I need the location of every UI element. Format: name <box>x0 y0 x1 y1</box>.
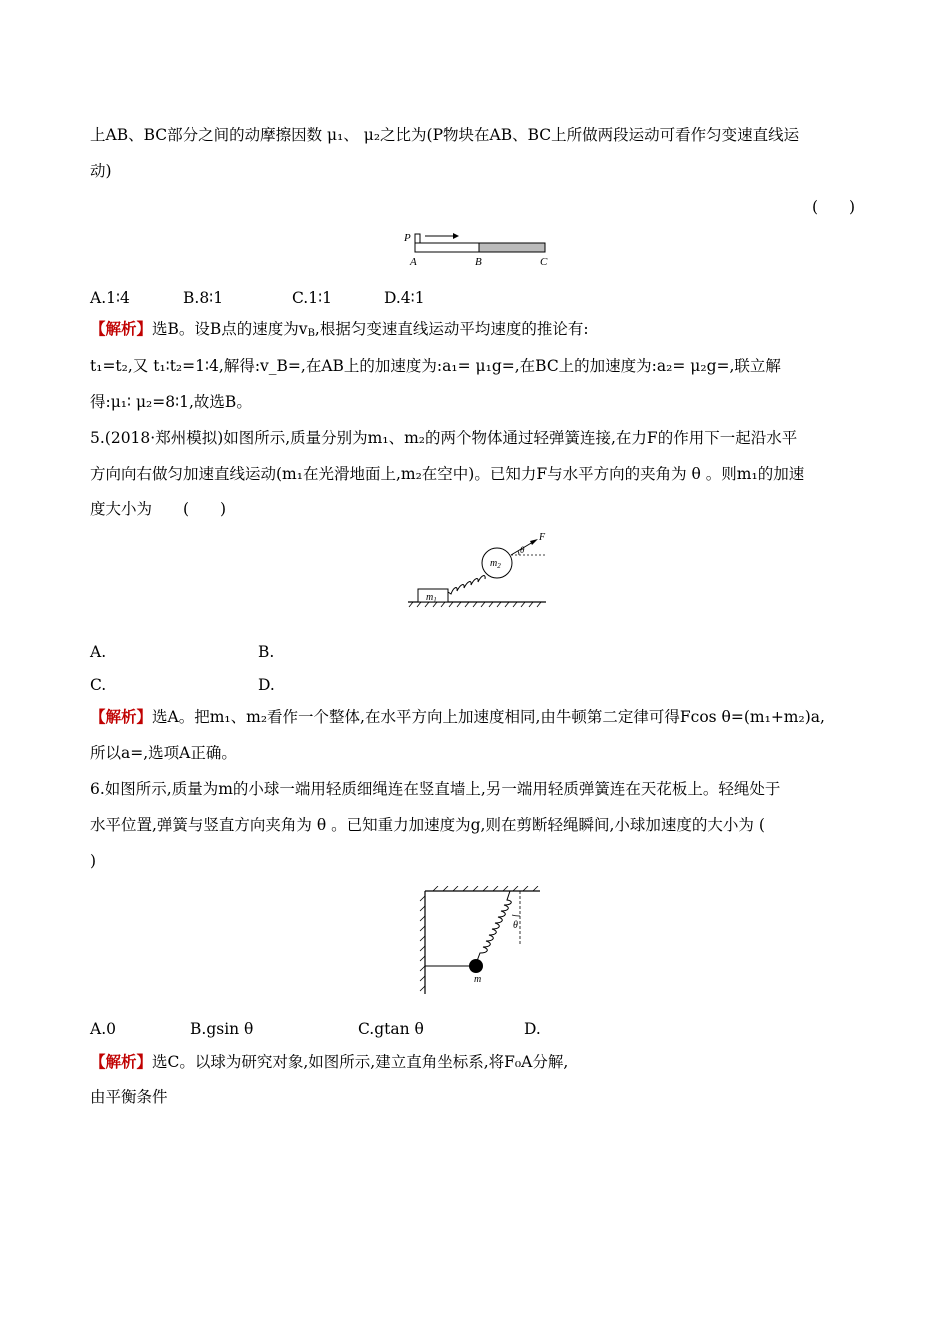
q5-analysis-line2: 所以a=,选项A正确。 <box>90 744 237 762</box>
label-m2: m <box>490 558 498 569</box>
label-a: A <box>410 256 417 268</box>
q6-stem-line2: 水平位置,弹簧与竖直方向夹角为 θ 。已知重力加速度为g,则在剪断轻绳瞬间,小球加速度的大小为 ( <box>90 816 765 834</box>
q5-stem-line1: 5.(2018·郑州模拟)如图所示,质量分别为m₁、m₂的两个物体通过轻弹簧连接,在力F的作用下一起沿水平 <box>90 429 798 447</box>
label-m: m <box>474 974 482 985</box>
q4-analysis-line3: 得:μ₁∶ μ₂=8∶1,故选B。 <box>90 393 252 411</box>
q4-option-c: C.1∶1 <box>292 289 332 307</box>
q6-analysis-line1: 【解析】选C。以球为研究对象,如图所示,建立直角坐标系,将F₀A分解, <box>90 1052 569 1071</box>
q4-option-d: D.4∶1 <box>384 289 425 307</box>
q6-option-a: A.0 <box>90 1020 116 1038</box>
label-f: F <box>539 532 546 543</box>
q4-board-figure <box>395 225 560 271</box>
q4-stem-line1: 上AB、BC部分之间的动摩擦因数 μ₁、 μ₂之比为(P物块在AB、BC上所做两段运动可看作匀变速直线运 <box>90 126 800 144</box>
q6-analysis-line2: 由平衡条件 <box>90 1088 168 1106</box>
label-theta: θ <box>520 545 525 555</box>
q6-option-d: D. <box>524 1020 541 1038</box>
svg-text:m1: $m_1$ <box>426 592 437 604</box>
label-m1: m <box>426 592 434 603</box>
label-c: C <box>540 256 548 268</box>
q6-stem-line1: 6.如图所示,质量为m的小球一端用轻质细绳连在竖直墙上,另一端用轻质弹簧连在天花板上。轻绳处于 <box>90 780 781 798</box>
label-p: P <box>404 232 411 244</box>
analysis-tag: 【解析】 <box>90 319 153 338</box>
analysis-tag: 【解析】 <box>90 1052 153 1071</box>
label-b: B <box>475 256 482 268</box>
q5-option-b: B. <box>258 643 275 661</box>
q6-option-b: B.gsin θ <box>190 1020 254 1038</box>
q4-analysis-line2: t₁=t₂,又 t₁∶t₂=1∶4,解得:v_B=,在AB上的加速度为:a₁= μ₁g=,在BC上的加速度为:a₂= μ₂g=,联立解 <box>90 357 781 375</box>
q4-option-b: B.8∶1 <box>183 289 224 307</box>
q5-option-c: C. <box>90 676 107 694</box>
q5-option-d: D. <box>258 676 275 694</box>
q4-option-a: A.1∶4 <box>90 289 130 307</box>
q6-stem-line3: ) <box>90 852 97 870</box>
q4-analysis-line1: 【解析】选B。设B点的速度为$v_B$,根据匀变速直线运动平均速度的推论有: <box>90 319 589 339</box>
q5-analysis-line1: 【解析】选A。把m₁、m₂看作一个整体,在水平方向上加速度相同,由牛顿第二定律可得Fcos θ=(m₁+m₂)a, <box>90 707 825 726</box>
svg-text:m2: $m_2$ <box>490 558 501 570</box>
q5-option-a: A. <box>90 643 107 661</box>
q5-stem-line3: 度大小为 ( ) <box>90 500 227 518</box>
label-theta: θ <box>513 920 518 931</box>
q5-spring-figure <box>405 530 550 608</box>
q4-answer-bracket: ( ) <box>812 198 856 216</box>
q5-stem-line2: 方向向右做匀加速直线运动(m₁在光滑地面上,m₂在空中)。已知力F与水平方向的夹角为 θ 。则m₁的加速 <box>90 465 805 483</box>
q4-stem-line2: 动) <box>90 162 112 180</box>
q6-option-c: C.gtan θ <box>358 1020 424 1038</box>
analysis-tag: 【解析】 <box>90 707 153 726</box>
q6-ball-figure <box>415 886 545 998</box>
